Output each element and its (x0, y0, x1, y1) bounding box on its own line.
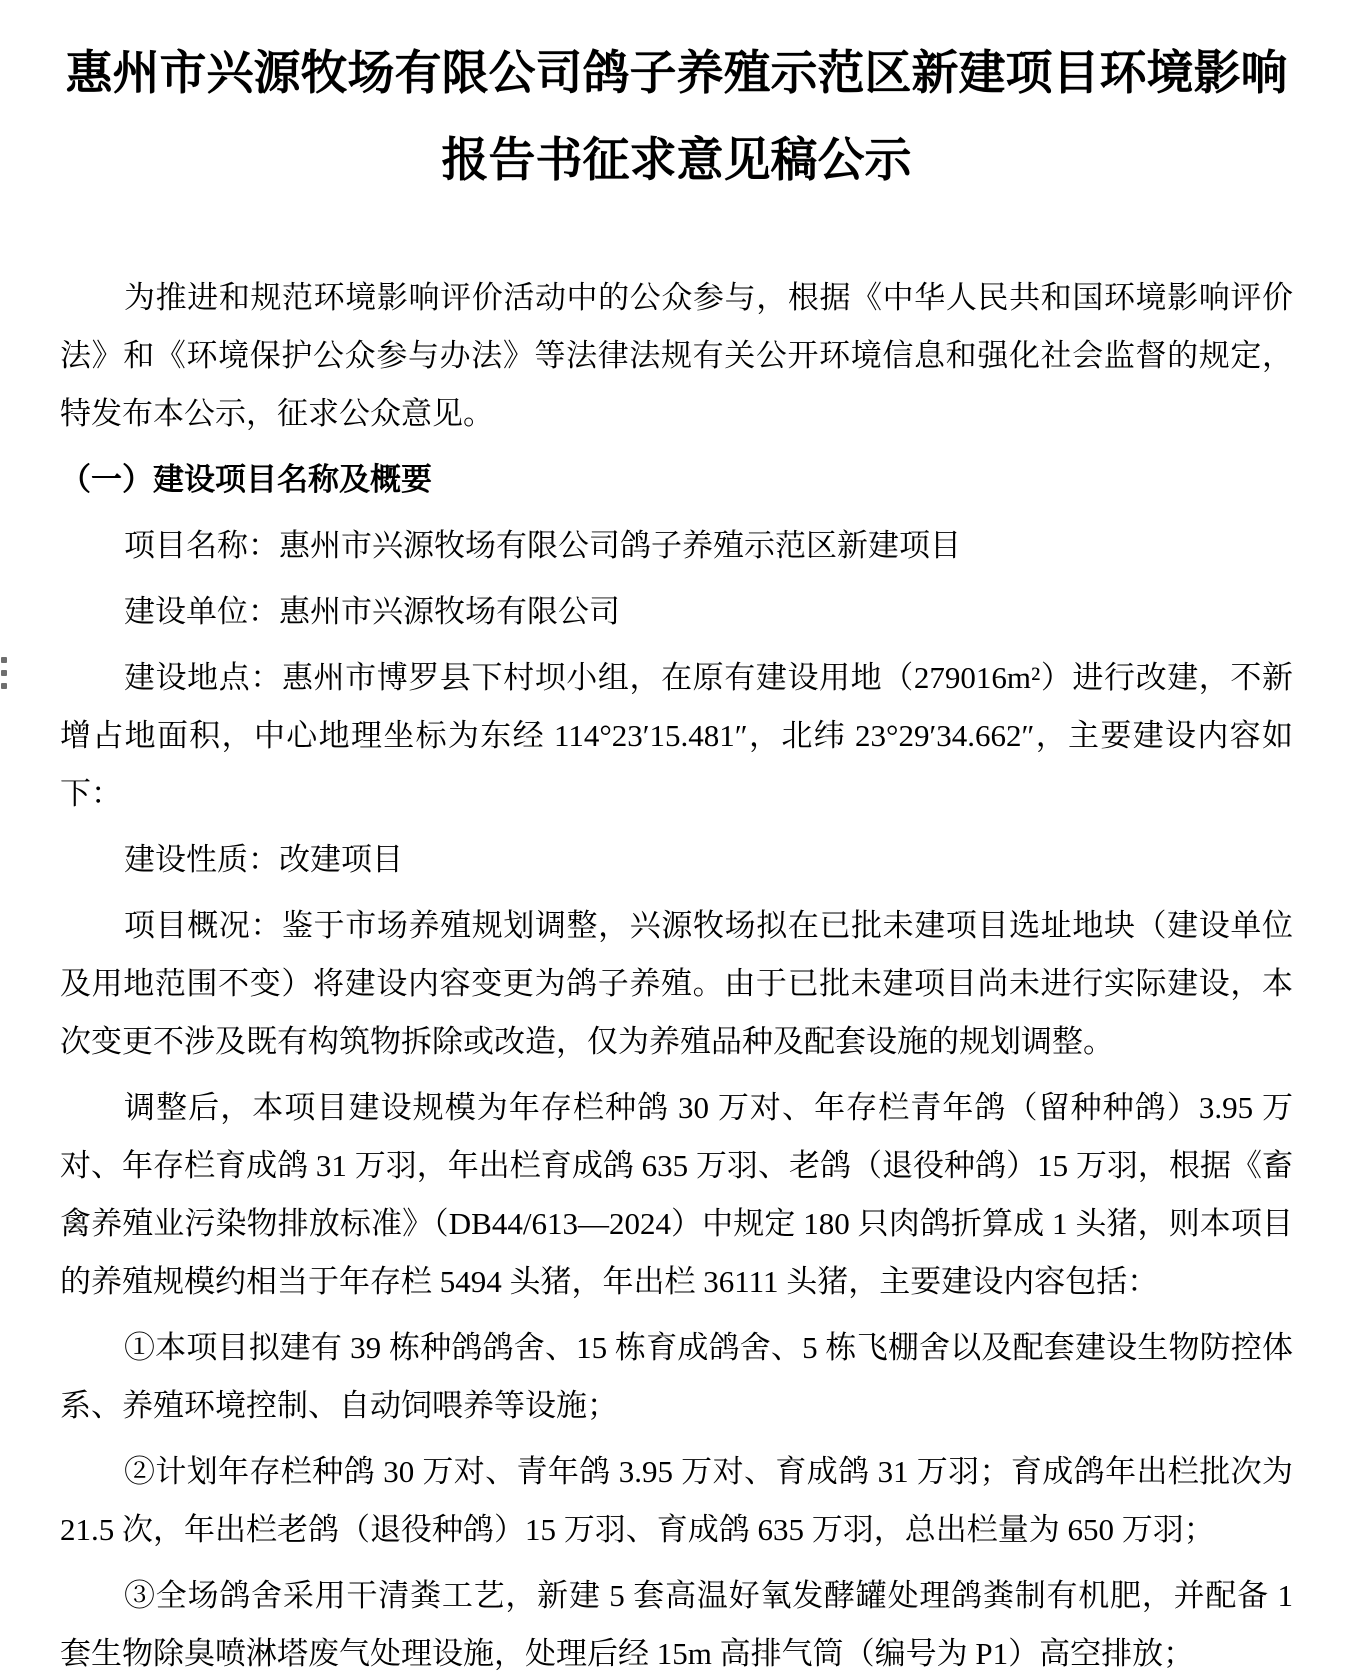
paragraph-construction-site: 建设地点：惠州市博罗县下村坝小组，在原有建设用地（279016m²）进行改建，不新增占地面积，中心地理坐标为东经 114°23′15.481″，北纬 23°29′34.662″，主要建设内容如下： (60, 660, 1293, 811)
dot-icon (1, 683, 7, 689)
section-heading-project-name-and-summary: （一）建设项目名称及概要 (60, 462, 432, 497)
document-title-line2: 报告书征求意见稿公示 (441, 133, 912, 186)
paragraph-construction-nature: 建设性质：改建项目 (124, 842, 403, 877)
paragraph-scale-adjustment: 调整后，本项目建设规模为年存栏种鸽 30 万对、年存栏青年鸽（留种种鸽）3.95 万对、年存栏育成鸽 31 万羽，年出栏育成鸽 635 万羽、老鸽（退役种鸽）15 万羽，根据《畜禽养殖业污染物排放标准》（DB44/613—2024）中规定 180 只肉鸽折算成 1 头猪，则本项目的养殖规模约相当于年存栏 5494 头猪，年出栏 36111 头猪，主要建设内容包括： (60, 1090, 1293, 1299)
paragraph-item-1-buildings: ①本项目拟建有 39 栋种鸽鸽舍、15 栋育成鸽舍、5 栋飞棚舍以及配套建设生物防控体系、养殖环境控制、自动饲喂养等设施； (60, 1330, 1293, 1423)
paragraph-project-name: 项目名称：惠州市兴源牧场有限公司鸽子养殖示范区新建项目 (124, 528, 961, 563)
paragraph-item-2-stock-plan: ②计划年存栏种鸽 30 万对、青年鸽 3.95 万对、育成鸽 31 万羽；育成鸽年出栏批次为 21.5 次，年出栏老鸽（退役种鸽）15 万羽、育成鸽 635 万羽，总出栏量为 650 万羽； (60, 1454, 1293, 1547)
document-title-line1: 惠州市兴源牧场有限公司鸽子养殖示范区新建项目环境影响 (65, 46, 1288, 99)
dot-icon (1, 670, 7, 676)
paragraph-item-3-manure-process: ③全场鸽舍采用干清粪工艺，新建 5 套高温好氧发酵罐处理鸽粪制有机肥，并配备 1 套生物除臭喷淋塔废气处理设施，处理后经 15m 高排气筒（编号为 P1）高空排放； (60, 1578, 1293, 1671)
document-title (60, 29, 1293, 203)
left-edge-vertical-dots-indicator (1, 657, 9, 696)
paragraph-intro: 为推进和规范环境影响评价活动中的公众参与，根据《中华人民共和国环境影响评价法》和《环境保护公众参与办法》等法律法规有关公开环境信息和强化社会监督的规定，特发布本公示，征求公众意见。 (60, 280, 1293, 431)
dot-icon (1, 657, 7, 663)
paragraph-construction-unit: 建设单位：惠州市兴源牧场有限公司 (124, 594, 620, 629)
paragraph-project-overview: 项目概况：鉴于市场养殖规划调整，兴源牧场拟在已批未建项目选址地块（建设单位及用地范围不变）将建设内容变更为鸽子养殖。由于已批未建项目尚未进行实际建设，本次变更不涉及既有构筑物拆除或改造，仅为养殖品种及配套设施的规划调整。 (60, 908, 1293, 1059)
